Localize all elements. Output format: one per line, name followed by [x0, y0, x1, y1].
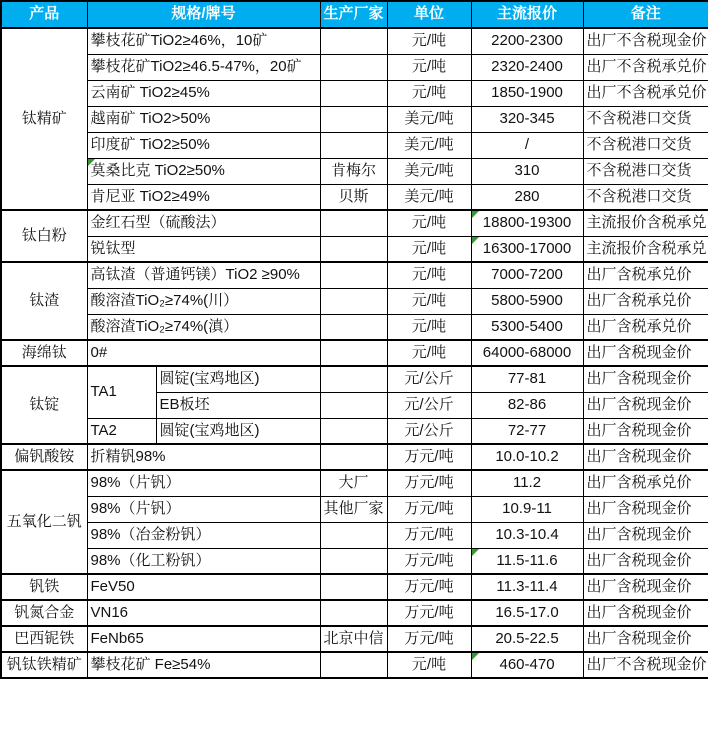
table-row	[1, 158, 708, 184]
price-cell: 11.3-11.4	[471, 574, 583, 600]
price-cell: /	[471, 132, 583, 158]
spec-cell: FeV50	[87, 574, 320, 600]
spec-cell: 酸溶渣TiO₂≥74%(滇）	[87, 314, 320, 340]
unit-cell: 万元/吨	[387, 470, 471, 496]
table-row	[1, 522, 708, 548]
table-row	[1, 288, 708, 314]
note-cell: 主流报价含税承兑	[583, 236, 708, 262]
unit-cell: 万元/吨	[387, 444, 471, 470]
note-cell: 出厂含税现金价	[583, 392, 708, 418]
spec-cell: 98%（片钒）	[87, 470, 320, 496]
table-row	[1, 548, 708, 574]
note-cell: 出厂含税现金价	[583, 626, 708, 652]
manufacturer-cell	[320, 262, 387, 288]
manufacturer-cell	[320, 392, 387, 418]
green-corner-icon	[472, 653, 479, 660]
price-cell: 320-345	[471, 106, 583, 132]
price-cell: 10.0-10.2	[471, 444, 583, 470]
table-row	[1, 132, 708, 158]
spec-cell: 肯尼亚 TiO2≥49%	[87, 184, 320, 210]
table-row	[1, 470, 708, 496]
price-cell: 20.5-22.5	[471, 626, 583, 652]
table-row	[1, 262, 708, 288]
table-row	[1, 652, 708, 678]
spec-cell: VN16	[87, 600, 320, 626]
spec-cell: 高钛渣（普通钙镁）TiO2 ≥90%	[87, 262, 320, 288]
manufacturer-cell	[320, 210, 387, 236]
note-cell: 出厂含税现金价	[583, 522, 708, 548]
table-row	[1, 418, 708, 444]
unit-cell: 万元/吨	[387, 574, 471, 600]
manufacturer-cell	[320, 54, 387, 80]
manufacturer-cell: 其他厂家	[320, 496, 387, 522]
grade-cell: TA1	[87, 366, 156, 418]
table-row	[1, 626, 708, 652]
price-cell: 7000-7200	[471, 262, 583, 288]
unit-cell: 元/吨	[387, 28, 471, 54]
header-manufacturer: 生产厂家	[320, 1, 387, 28]
price-cell: 82-86	[471, 392, 583, 418]
manufacturer-cell: 大厂	[320, 470, 387, 496]
price-cell: 460-470	[471, 652, 583, 678]
manufacturer-cell	[320, 548, 387, 574]
spec-cell: 攀枝花矿 Fe≥54%	[87, 652, 320, 678]
spec-cell: 金红石型（硫酸法）	[87, 210, 320, 236]
product-cell: 钛渣	[1, 262, 87, 340]
price-cell: 64000-68000	[471, 340, 583, 366]
manufacturer-cell	[320, 80, 387, 106]
unit-cell: 元/公斤	[387, 418, 471, 444]
table-row	[1, 366, 708, 392]
note-cell: 出厂含税承兑价	[583, 262, 708, 288]
header-price: 主流报价	[471, 1, 583, 28]
table-row	[1, 496, 708, 522]
manufacturer-cell: 肯梅尔	[320, 158, 387, 184]
price-cell: 5300-5400	[471, 314, 583, 340]
unit-cell: 美元/吨	[387, 106, 471, 132]
manufacturer-cell: 北京中信	[320, 626, 387, 652]
product-cell: 钒铁	[1, 574, 87, 600]
spec-cell: 越南矿 TiO2>50%	[87, 106, 320, 132]
unit-cell: 元/吨	[387, 262, 471, 288]
table-row	[1, 236, 708, 262]
note-cell: 出厂含税现金价	[583, 340, 708, 366]
product-cell: 海绵钛	[1, 340, 87, 366]
spec-cell: 98%（冶金粉钒）	[87, 522, 320, 548]
spec-cell: 折精钒98%	[87, 444, 320, 470]
table-row	[1, 28, 708, 54]
unit-cell: 元/吨	[387, 54, 471, 80]
price-cell: 18800-19300	[471, 210, 583, 236]
table-row	[1, 184, 708, 210]
green-corner-icon	[88, 159, 95, 166]
table-row	[1, 444, 708, 470]
note-cell: 出厂含税承兑价	[583, 314, 708, 340]
price-cell: 77-81	[471, 366, 583, 392]
price-cell: 310	[471, 158, 583, 184]
product-cell: 钒钛铁精矿	[1, 652, 87, 678]
form-cell: 圆锭(宝鸡地区)	[156, 366, 320, 392]
spec-cell: 酸溶渣TiO₂≥74%(川）	[87, 288, 320, 314]
unit-cell: 元/吨	[387, 652, 471, 678]
unit-cell: 万元/吨	[387, 548, 471, 574]
manufacturer-cell	[320, 366, 387, 392]
product-cell: 钛锭	[1, 366, 87, 444]
note-cell: 出厂含税现金价	[583, 418, 708, 444]
spec-cell: 锐钛型	[87, 236, 320, 262]
spec-cell: 云南矿 TiO2≥45%	[87, 80, 320, 106]
header-note: 备注	[583, 1, 708, 28]
note-cell: 不含税港口交货	[583, 106, 708, 132]
unit-cell: 元/吨	[387, 236, 471, 262]
manufacturer-cell	[320, 340, 387, 366]
spec-cell: 攀枝花矿TiO2≥46%，10矿	[87, 28, 320, 54]
manufacturer-cell	[320, 314, 387, 340]
spec-cell: 印度矿 TiO2≥50%	[87, 132, 320, 158]
product-cell: 钒氮合金	[1, 600, 87, 626]
price-cell: 16.5-17.0	[471, 600, 583, 626]
price-cell: 10.3-10.4	[471, 522, 583, 548]
note-cell: 出厂含税承兑价	[583, 470, 708, 496]
table-row	[1, 80, 708, 106]
spec-cell: 98%（化工粉钒）	[87, 548, 320, 574]
green-corner-icon	[472, 237, 479, 244]
manufacturer-cell	[320, 288, 387, 314]
unit-cell: 万元/吨	[387, 496, 471, 522]
note-cell: 出厂含税承兑价	[583, 288, 708, 314]
spec-cell: 莫桑比克 TiO2≥50%	[87, 158, 320, 184]
unit-cell: 元/公斤	[387, 392, 471, 418]
price-cell: 1850-1900	[471, 80, 583, 106]
price-cell: 5800-5900	[471, 288, 583, 314]
table-row	[1, 314, 708, 340]
manufacturer-cell	[320, 600, 387, 626]
manufacturer-cell	[320, 444, 387, 470]
table-header	[1, 1, 708, 28]
header-product: 产品	[1, 1, 87, 28]
spec-cell: 0#	[87, 340, 320, 366]
note-cell: 不含税港口交货	[583, 132, 708, 158]
header-row	[1, 1, 708, 28]
table-row	[1, 574, 708, 600]
product-cell: 偏钒酸铵	[1, 444, 87, 470]
manufacturer-cell	[320, 652, 387, 678]
note-cell: 出厂含税现金价	[583, 574, 708, 600]
product-cell: 巴西铌铁	[1, 626, 87, 652]
green-corner-icon	[472, 211, 479, 218]
price-cell: 2200-2300	[471, 28, 583, 54]
unit-cell: 元/吨	[387, 80, 471, 106]
unit-cell: 万元/吨	[387, 522, 471, 548]
unit-cell: 元/吨	[387, 210, 471, 236]
manufacturer-cell	[320, 574, 387, 600]
table-row	[1, 340, 708, 366]
manufacturer-cell	[320, 106, 387, 132]
product-cell: 五氧化二钒	[1, 470, 87, 574]
unit-cell: 万元/吨	[387, 626, 471, 652]
manufacturer-cell	[320, 132, 387, 158]
note-cell: 出厂含税现金价	[583, 444, 708, 470]
green-corner-icon	[472, 549, 479, 556]
manufacturer-cell	[320, 28, 387, 54]
spec-cell: 98%（片钒）	[87, 496, 320, 522]
unit-cell: 万元/吨	[387, 600, 471, 626]
note-cell: 出厂含税现金价	[583, 366, 708, 392]
form-cell: EB板坯	[156, 392, 320, 418]
note-cell: 出厂含税现金价	[583, 548, 708, 574]
form-cell: 圆锭(宝鸡地区)	[156, 418, 320, 444]
unit-cell: 美元/吨	[387, 132, 471, 158]
table-row	[1, 106, 708, 132]
table-row	[1, 600, 708, 626]
price-cell: 11.2	[471, 470, 583, 496]
unit-cell: 美元/吨	[387, 184, 471, 210]
note-cell: 出厂含税现金价	[583, 600, 708, 626]
price-cell: 11.5-11.6	[471, 548, 583, 574]
unit-cell: 元/吨	[387, 314, 471, 340]
price-cell: 16300-17000	[471, 236, 583, 262]
note-cell: 出厂含税现金价	[583, 496, 708, 522]
table-row	[1, 210, 708, 236]
header-unit: 单位	[387, 1, 471, 28]
unit-cell: 元/吨	[387, 288, 471, 314]
header-spec: 规格/牌号	[87, 1, 320, 28]
note-cell: 出厂不含税现金价	[583, 28, 708, 54]
manufacturer-cell	[320, 236, 387, 262]
note-cell: 不含税港口交货	[583, 158, 708, 184]
unit-cell: 美元/吨	[387, 158, 471, 184]
price-cell: 280	[471, 184, 583, 210]
table-row	[1, 54, 708, 80]
note-cell: 不含税港口交货	[583, 184, 708, 210]
note-cell: 出厂不含税现金价	[583, 652, 708, 678]
price-table-body	[1, 28, 708, 678]
manufacturer-cell: 贝斯	[320, 184, 387, 210]
product-cell: 钛精矿	[1, 28, 87, 210]
unit-cell: 元/公斤	[387, 366, 471, 392]
unit-cell: 元/吨	[387, 340, 471, 366]
spec-cell: 攀枝花矿TiO2≥46.5-47%，20矿	[87, 54, 320, 80]
product-cell: 钛白粉	[1, 210, 87, 262]
note-cell: 出厂不含税承兑价	[583, 54, 708, 80]
price-cell: 10.9-11	[471, 496, 583, 522]
note-cell: 出厂不含税承兑价	[583, 80, 708, 106]
spec-cell: FeNb65	[87, 626, 320, 652]
note-cell: 主流报价含税承兑	[583, 210, 708, 236]
price-cell: 72-77	[471, 418, 583, 444]
manufacturer-cell	[320, 522, 387, 548]
grade-cell: TA2	[87, 418, 156, 444]
price-cell: 2320-2400	[471, 54, 583, 80]
manufacturer-cell	[320, 418, 387, 444]
